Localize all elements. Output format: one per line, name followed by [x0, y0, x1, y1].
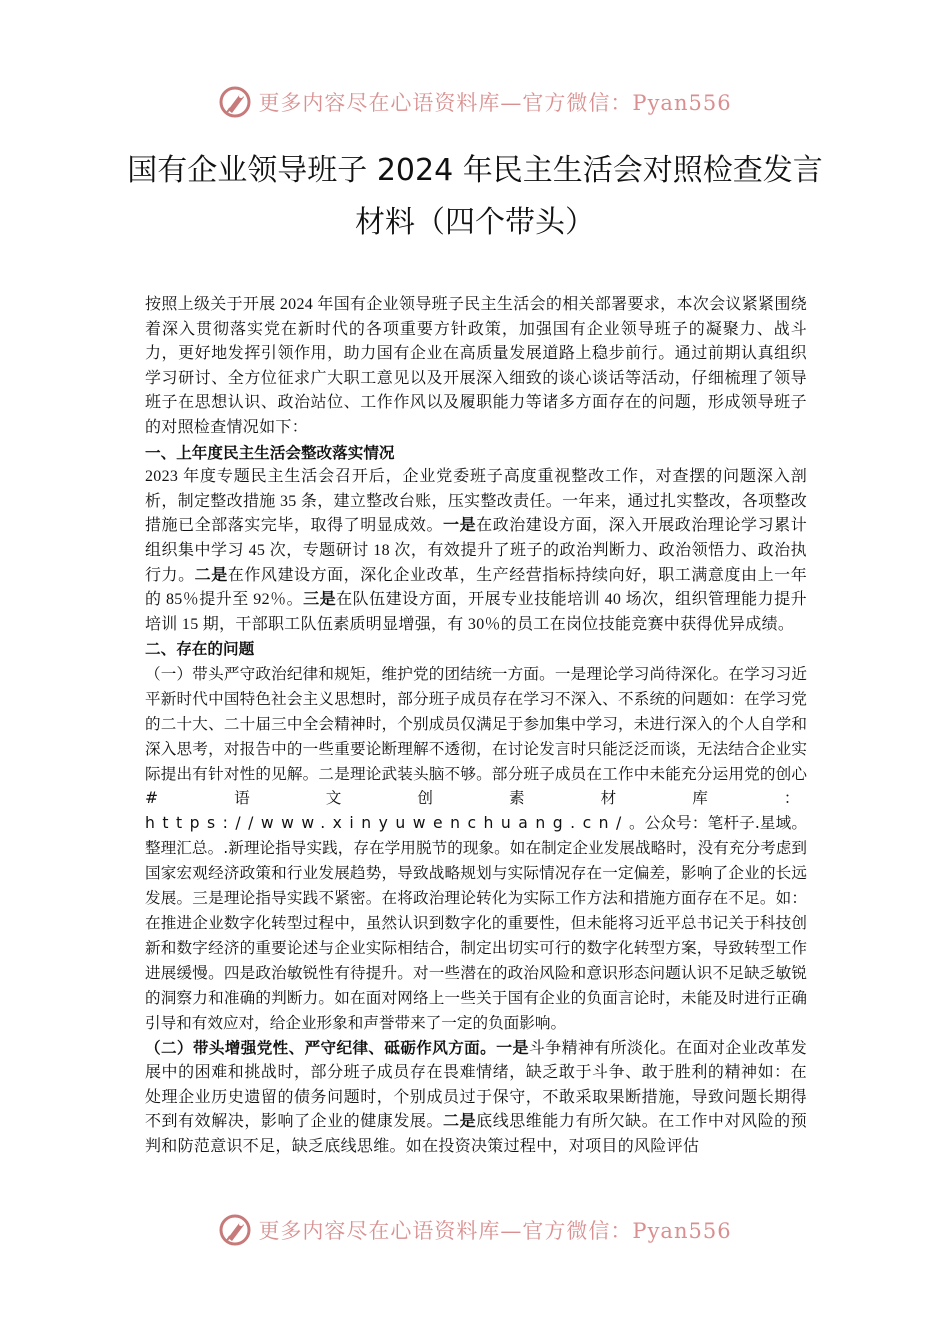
document-body — [145, 293, 807, 1159]
document-title — [120, 145, 830, 249]
s1-text-b: 在政治建设方面，深入开展政治理论学习累计组织集中学习 45 次，专题研讨 18 次，有效提升了班子的政治判断力、政治领悟力、政治执行力。 — [145, 517, 807, 584]
intro-paragraph: 按照上级关于开展 2024 年国有企业领导班子民主生活会的相关部署要求，本次会议紧紧围绕着深入贯彻落实党在新时代的各项重要方针政策，加强国有企业领导班子的凝聚力、战斗力，更好地发挥引领作用，助力国有企业在高质量发展道路上稳步前行。通过前期认真组织学习研讨、全方位征求广大职工意见以及开展深入细致的谈心谈话等活动，仔细梳理了领导班子在思想认识、政治站位、工作作风以及履职能力等诸多方面存在的问题，形成领导班子的对照检查情况如下： — [145, 296, 807, 436]
s1-text-a: 2023 年度专题民主生活会召开后，企业党委班子高度重视整改工作，对查摆的问题深入剖析，制定整改措施 35 条，建立整改台账，压实整改责任。一年来，通过扎实整改，各项整改措施已全部落实完毕，取得了明显成效。 — [145, 468, 807, 535]
section-1-paragraph — [145, 465, 807, 637]
section-2-heading: 二、存在的问题 — [145, 640, 255, 659]
section-1-heading: 一、上年度民主生活会整改落实情况 — [145, 443, 395, 462]
s1-text-c: 在作风建设方面，深化企业改革，生产经营指标持续向好，职工满意度由上一年的 85％提升至 92％。 — [145, 566, 807, 609]
s2-text-b: 。公众号：笔杆子.星域。整理汇总。.新理论指导实践，存在学用脱节的现象。如在制定企业发展战略时，没有充分考虑到国家宏观经济政策和行业发展趋势，导致战略规划与实际情况存在一定偏差，影响了企业的长远发展。三是理论指导实践不紧密。在将政治理论转化为实际工作方法和措施方面存在不足。如：在推进企业数字化转型过程中，虽然认识到数字化的重要性，但未能将习近平总书记关于科技创新和数字经济的重要论述与企业实际相结合，制定出切实可行的数字化转型方案，导致转型工作进展缓慢。四是政治敏锐性有待提升。对一些潜在的政治风险和意识形态问题认识不足缺乏敏锐的洞察力和准确的判断力。如在面对网络上一些关于国有企业的负面言论时，未能及时进行正确引导和有效应对，给企业形象和声誉带来了一定的负面影响。 — [145, 814, 807, 1032]
s2-text-a: （一）带头严守政治纪律和规矩，维护党的团结统一方面。一是理论学习尚待深化。在学习习近平新时代中国特色社会主义思想时，部分班子成员存在学习不深入、不系统的问题如：在学习党的二十大、二十届三中全会精神时，个别成员仅满足于参加集中学习，未进行深入的个人自学和深入思考，对报告中的一些重要论断理解不透彻，在讨论发言时只能泛泛而谈，无法结合企业实际提出有针对性的见解。二是理论武装头脑不够。部分班子成员在工作中未能充分运用党的创心 — [145, 664, 807, 783]
title-line-2: 材料（四个带头） — [355, 205, 595, 240]
s1-bold-2: 二是 — [194, 566, 228, 584]
s2-text-c: 斗争精神有所淡化。在面对企业改革发展中的困难和挑战时，部分班子成员存在畏难情绪，缺乏敢于斗争、敢于胜利的精神如：在处理企业历史遗留的债务问题时，个别成员过于保守，不敢采取果断措施，导致问题长期得不到有效解决，影响了企业的健康发展。 — [145, 1039, 807, 1131]
pen-nib-logo-icon — [218, 1213, 252, 1247]
watermark-banner-bottom — [0, 1210, 950, 1250]
title-line-1: 国有企业领导班子 2024 年民主生活会对照检查发言 — [127, 153, 823, 188]
watermark-banner-top — [0, 82, 950, 122]
s2-bold-1: 一是 — [496, 1039, 529, 1057]
watermark-text: 更多内容尽在心语资料库—官方微信：Pyan556 — [258, 91, 732, 115]
s2-text-d: 底线思维能力有所欠缺。在工作中对风险的预判和防范意识不足，缺乏底线思维。如在投资决策过程中，对项目的风险评估 — [145, 1113, 807, 1155]
s1-text-d: 在队伍建设方面，开展专业技能培训 40 场次，组织管理能力提升培训 15 期，干部职工队伍素质明显增强，有 30％的员工在岗位技能竞赛中获得优异成绩。 — [145, 591, 807, 633]
s2-sub2-heading: （二）带头增强党性、严守纪律、砥砺作风方面。 — [145, 1038, 497, 1057]
pen-nib-logo-icon — [218, 85, 252, 119]
s1-bold-3: 三是 — [303, 591, 337, 609]
s1-bold-1: 一是 — [443, 517, 477, 535]
watermark-text: 更多内容尽在心语资料库—官方微信：Pyan556 — [258, 1219, 732, 1243]
section-2-paragraph-1 — [145, 662, 807, 1036]
resource-link[interactable]: #语文创素材库：https://www.xinyuwenchuang.cn/ — [145, 789, 807, 833]
s2-bold-2: 二是 — [443, 1113, 477, 1131]
section-2-paragraph-2 — [145, 1036, 807, 1160]
